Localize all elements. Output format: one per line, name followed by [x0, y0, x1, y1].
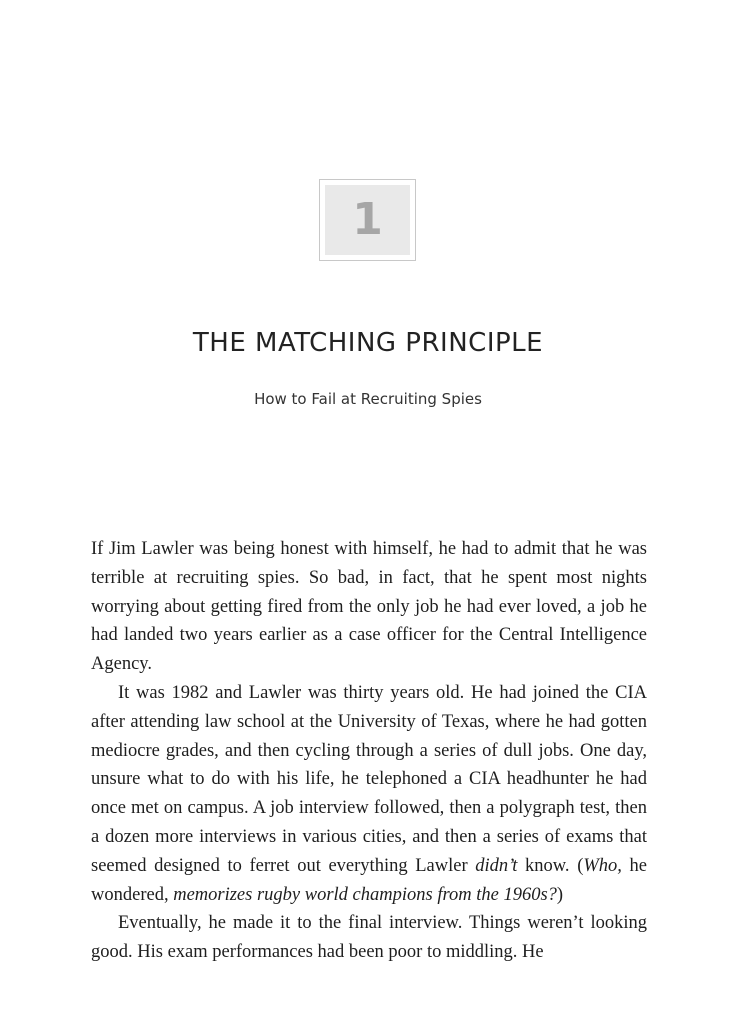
paragraph-2-emphasis-b: Who,: [583, 855, 622, 876]
paragraph-2-text-a: It was 1982 and Lawler was thirty years old. He had joined the CIA after attending law school at the University of Texas, where he had gotten mediocre grades, and then cycling through a series of dull jobs. One day, unsure what to do with his life, he telephoned a CIA headhunter he had once met on campus. A job interview followed, then a polygraph test, then a dozen more interviews in various cities, and then a series of exams that seemed designed to ferret out everything Lawler: [91, 682, 647, 876]
chapter-subtitle: How to Fail at Recruiting Spies: [254, 390, 482, 408]
paragraph-2: [91, 679, 647, 909]
chapter-title: THE MATCHING PRINCIPLE: [192, 328, 544, 358]
paragraph-1: If Jim Lawler was being honest with himself, he had to admit that he was terrible at recruiting spies. So bad, in fact, that he spent most nights worrying about getting fired from the only job he had ever loved, a job he had landed two years earlier as a case officer for the Central Intelligence Agency.: [91, 539, 647, 675]
body-text: [91, 535, 647, 967]
paragraph-2-text-d: ): [556, 884, 564, 905]
paragraph-2-emphasis-c: memorizes rugby world champions from the 1960s?: [173, 884, 557, 905]
paragraph-2-emphasis-a: didn’t: [475, 855, 518, 876]
chapter-number-panel: [325, 185, 410, 255]
chapter-number-box: [319, 179, 416, 261]
paragraph-2-text-c: he wondered,: [91, 855, 648, 905]
paragraph-2-text-b: know. (: [517, 855, 584, 876]
chapter-number: 1: [352, 194, 383, 245]
paragraph-3: Eventually, he made it to the final interview. Things weren’t looking good. His exam performances had been poor to middling. He: [91, 913, 647, 963]
